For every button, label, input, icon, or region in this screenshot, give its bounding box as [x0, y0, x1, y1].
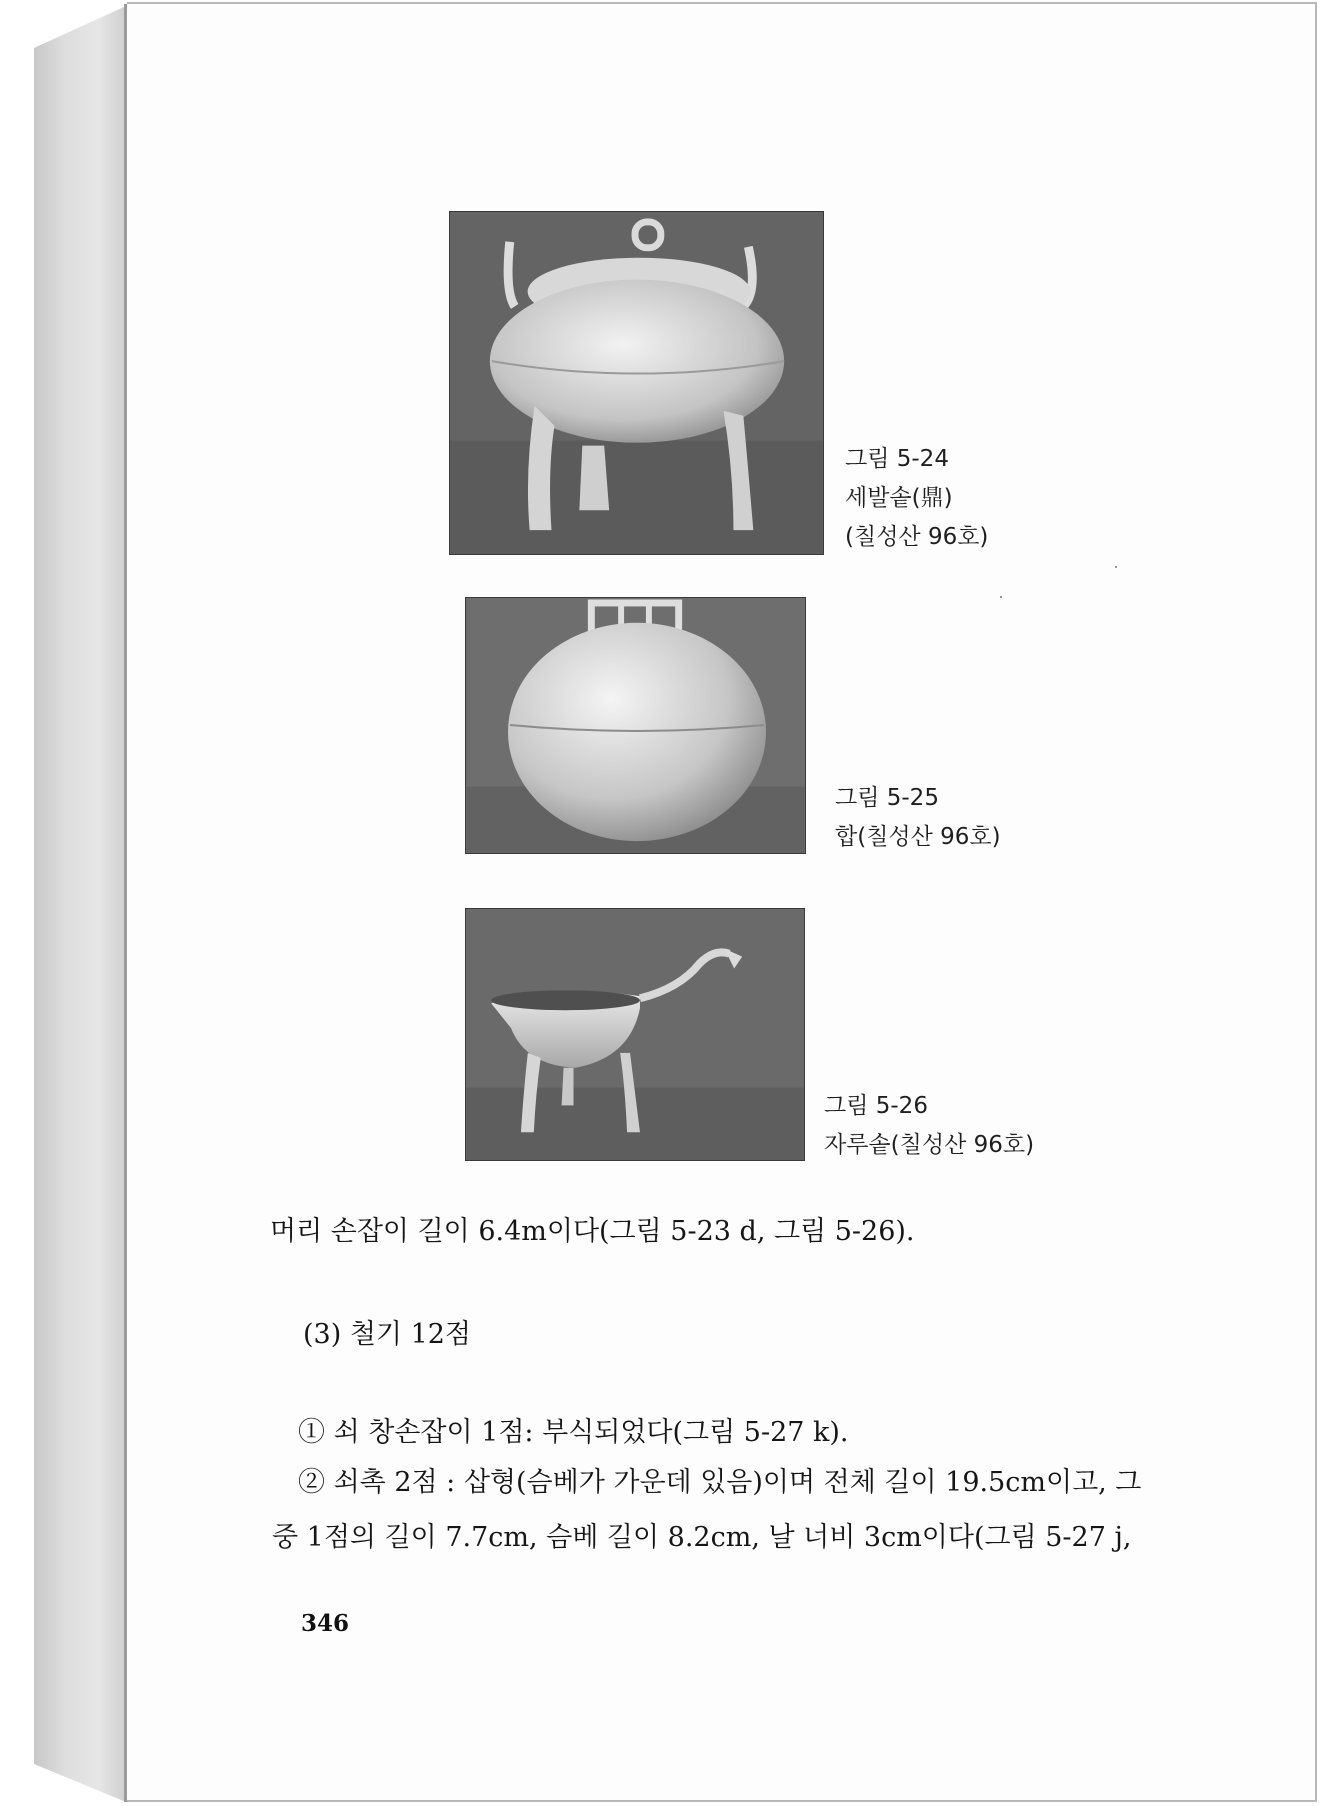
- figure-caption-line: 세발솥(鼎): [845, 485, 953, 511]
- body-paragraph-line: 머리 손잡이 길이 6.4m이다(그림 5-23 d, 그림 5-26).: [270, 1216, 915, 1247]
- figure-number: 그림 5-24: [845, 446, 949, 472]
- figure-photo-tripod-cauldron: [449, 211, 824, 555]
- book-spine: [34, 6, 126, 1802]
- figure-caption-5-25: [835, 779, 1001, 857]
- lidded-bowl-image: [466, 598, 805, 853]
- tripod-cauldron-image: [450, 212, 823, 554]
- figure-caption-5-26: [824, 1087, 1034, 1165]
- page-number: 346: [301, 1610, 350, 1637]
- figure-caption-line: (칠성산 96호): [845, 524, 989, 550]
- figure-photo-lidded-bowl: [465, 597, 806, 854]
- list-item: ② 쇠촉 2점 : 삽형(슴베가 가운데 있음)이며 전체 길이 19.5cm이고, 그: [298, 1467, 1142, 1498]
- speck: [1115, 566, 1117, 568]
- section-heading: (3) 철기 12점: [303, 1319, 472, 1350]
- list-item-continuation: 중 1점의 길이 7.7cm, 슴베 길이 8.2cm, 날 너비 3cm이다(그림 5-27 j,: [272, 1522, 1132, 1553]
- handled-pan-image: [466, 909, 804, 1160]
- figure-number: 그림 5-26: [824, 1093, 928, 1119]
- figure-photo-handled-pan: [465, 908, 805, 1161]
- figure-number: 그림 5-25: [835, 785, 939, 811]
- figure-caption-5-24: [845, 440, 988, 557]
- figure-caption-line: 합(칠성산 96호): [835, 824, 1001, 850]
- speck: [1000, 596, 1002, 598]
- figure-caption-line: 자루솥(칠성산 96호): [824, 1132, 1035, 1158]
- list-item: ① 쇠 창손잡이 1점: 부식되었다(그림 5-27 k).: [298, 1417, 849, 1448]
